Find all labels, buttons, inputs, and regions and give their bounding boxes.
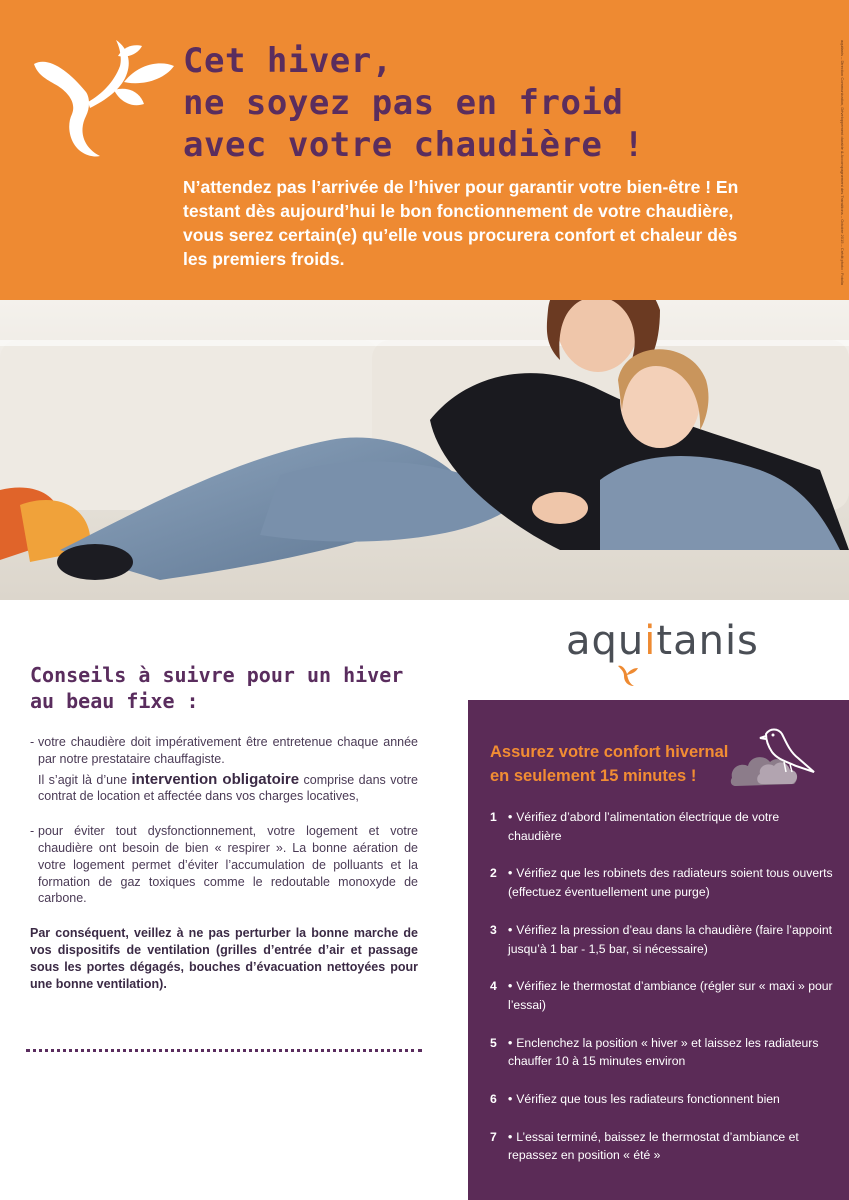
bird-on-cloud-icon xyxy=(726,722,826,797)
intro-text: N’attendez pas l’arrivée de l’hiver pour garantir votre bien-être ! En testant dès aujourd’hui le bon fonctionnement de votre chaudière, vous serez certain(e) qu’elle vous procurera confort et chaleur dès les premiers froids. xyxy=(183,177,739,269)
tips-title xyxy=(30,662,450,714)
checklist-panel xyxy=(468,700,849,1200)
panel-title xyxy=(490,740,750,788)
tips-list xyxy=(30,734,418,992)
mother-and-child-on-sofa-photo xyxy=(0,300,849,600)
tips-title-line-2: au beau fixe : xyxy=(30,689,199,713)
checklist-step xyxy=(490,864,835,901)
step-number: 7 xyxy=(490,1129,497,1144)
tip-item-1-pre: Il s’agit là d’une xyxy=(38,772,128,787)
checklist-step xyxy=(490,808,835,845)
headline-line-2: ne soyez pas en froid xyxy=(183,83,624,123)
brand-name-accent: i xyxy=(644,618,657,664)
panel-title-line-2: en seulement 15 minutes ! xyxy=(490,767,697,785)
step-number: 3 xyxy=(490,922,497,937)
checklist-step xyxy=(490,1090,835,1109)
step-number: 4 xyxy=(490,979,497,994)
tips-title-line-1: Conseils à suivre pour un hiver xyxy=(30,663,404,687)
brand-name-prefix: aqu xyxy=(566,618,645,664)
tip-item-2: pour éviter tout dysfonctionnement, votre logement et votre chaudière ont besoin de bien « respirer ». La bonne aération de votre logement permet d’éviter l’accumulation de polluants et la formation de gaz toxiques comme le redoutable monoxyde de carbone. xyxy=(38,824,418,906)
tips-conclusion: Par conséquent, veillez à ne pas perturber la bonne marche de vos dispositifs de ventilation (grilles d’entrée d’air et passage sous les portes dégagés, bouches d’évacuation nettoyées pour une bonne ventilation). xyxy=(30,926,418,991)
step-bullet: • xyxy=(508,979,513,994)
brand-name xyxy=(566,618,759,664)
tip-dash: - xyxy=(30,735,35,749)
step-number: 6 xyxy=(490,1092,497,1107)
step-text-wrap xyxy=(508,921,835,958)
checklist-step xyxy=(490,921,835,958)
tip-item-1-post: comprise dans votre contrat de location et affectée dans vos charges locatives, xyxy=(38,772,418,804)
checklist-step xyxy=(490,977,835,1014)
step-text: Vérifiez d’abord l’alimentation électrique de votre chaudière xyxy=(508,810,780,843)
step-bullet: • xyxy=(508,1092,513,1107)
checklist-step xyxy=(490,1128,835,1165)
brand-tree-mark-icon xyxy=(616,662,640,688)
side-credit xyxy=(837,40,845,300)
step-text-wrap xyxy=(508,1090,835,1109)
tip-item xyxy=(30,734,418,805)
step-text: Vérifiez la pression d’eau dans la chaudière (faire l’appoint jusqu’à 1 bar - 1,5 bar, si nécessaire) xyxy=(508,922,832,956)
step-bullet: • xyxy=(508,866,513,881)
headline xyxy=(183,40,743,166)
step-text-wrap xyxy=(508,1034,835,1071)
headline-line-1: Cet hiver, xyxy=(183,41,393,81)
step-text: Vérifiez le thermostat d’ambiance (régler sur « maxi » pour l’essai) xyxy=(508,979,833,1012)
tip-dash: - xyxy=(30,824,35,839)
tip-item xyxy=(30,823,418,907)
step-text-wrap xyxy=(508,864,835,901)
step-text-wrap xyxy=(508,808,835,845)
step-text-wrap xyxy=(508,1128,835,1165)
tip-item-1-detail xyxy=(38,772,418,806)
headline-line-3: avec votre chaudière ! xyxy=(183,125,645,165)
checklist-steps xyxy=(490,808,835,1184)
step-text-wrap xyxy=(508,977,835,1014)
step-bullet: • xyxy=(508,1129,513,1144)
step-text: Vérifiez que les robinets des radiateurs soient tous ouverts (effectuez éventuellement une purge) xyxy=(508,866,833,900)
step-bullet: • xyxy=(508,922,513,937)
tip-item-1-bold: intervention obligatoire xyxy=(131,770,300,788)
step-bullet: • xyxy=(508,1035,513,1050)
step-text: L’essai terminé, baissez le thermostat d’ambiance et repassez en position « été » xyxy=(508,1129,799,1163)
step-text: Vérifiez que tous les radiateurs fonctionnent bien xyxy=(516,1092,780,1107)
step-text: Enclenchez la position « hiver » et laissez les radiateurs chauffer 10 à 15 minutes environ xyxy=(508,1035,819,1069)
tip-body xyxy=(38,734,418,805)
tip-item-1-line: votre chaudière doit impérativement être entretenue chaque année par notre prestataire chauffagiste. xyxy=(38,735,418,766)
step-number: 2 xyxy=(490,866,497,881)
dotted-divider xyxy=(26,1049,422,1052)
brand-name-suffix: tanis xyxy=(656,618,759,664)
side-credit-text: aquitanis – Direction Communication, Développement durable & Accompagnement des Transitions – Octobre 2015 – Crédit photo : Fotolia xyxy=(840,40,845,286)
step-bullet: • xyxy=(508,810,513,824)
step-number: 1 xyxy=(490,810,497,824)
aquitanis-tree-logo xyxy=(28,36,178,166)
panel-title-line-1: Assurez votre confort hivernal xyxy=(490,743,729,761)
step-number: 5 xyxy=(490,1035,497,1050)
checklist-step xyxy=(490,1034,835,1071)
aquitanis-brand-logo xyxy=(566,618,766,690)
